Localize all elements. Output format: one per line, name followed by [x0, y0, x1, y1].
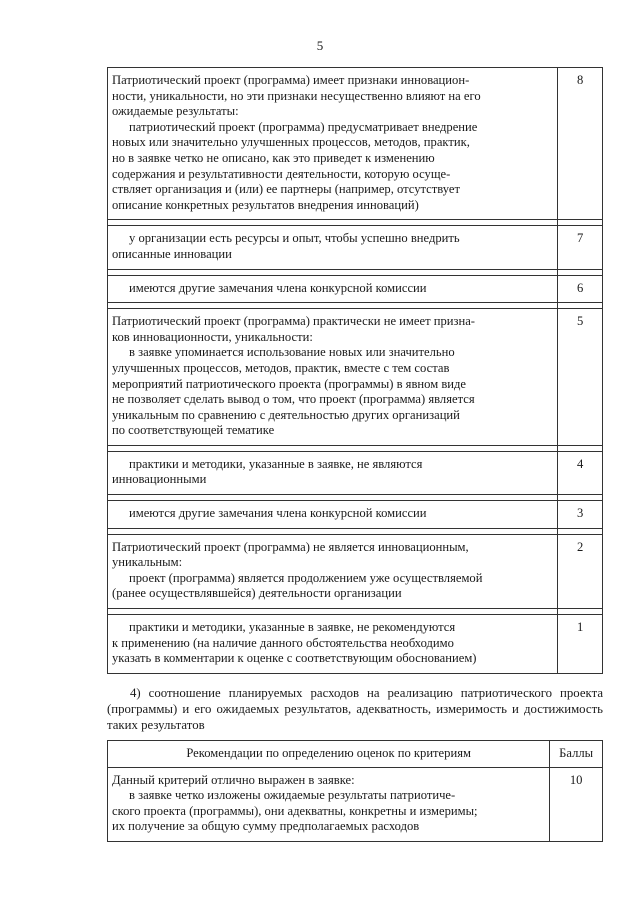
score-value: 8	[558, 68, 603, 220]
criteria-line: описание конкретных результатов внедрения инноваций)	[112, 197, 419, 212]
criteria-line: имеются другие замечания члена конкурсной комиссии	[129, 280, 427, 295]
criteria-line: (ранее осуществлявшейся) деятельности организации	[112, 586, 402, 601]
criteria-line: практики и методики, указанные в заявке, не рекомендуются	[129, 620, 456, 635]
criteria-row	[108, 309, 603, 446]
criteria-line: но в заявке четко не описано, как это приведет к изменению	[112, 150, 435, 165]
score-value: 1	[558, 615, 603, 674]
criteria-table	[107, 67, 603, 674]
criteria-text	[108, 68, 558, 220]
criteria-line: не позволяет сделать вывод о том, что проект (программа) является	[112, 392, 475, 407]
score-value: 7	[558, 226, 603, 269]
criteria-text	[108, 501, 558, 529]
criteria-line: описанные инновации	[112, 246, 232, 261]
criteria-text	[108, 226, 558, 269]
criteria-text	[108, 309, 558, 446]
criteria-line: проект (программа) является продолжением уже осуществляемой	[129, 570, 483, 585]
score-value: 6	[558, 275, 603, 303]
criteria-line: содержания и результативности деятельности, которую осуще-	[112, 166, 451, 181]
header-points: Баллы	[550, 741, 603, 768]
criteria-line: ствляет организация и (или) ее партнеры (например, отсутствует	[112, 182, 461, 197]
criteria-line: патриотический проект (программа) предусматривает внедрение	[129, 119, 478, 134]
score-value: 4	[558, 451, 603, 494]
criteria-line: Патриотический проект (программа) не является инновационным,	[112, 539, 469, 554]
criteria-line: мероприятий патриотического проекта (программы) в явном виде	[112, 376, 467, 391]
criteria-line: Патриотический проект (программа) имеет признаки инновацион-	[112, 73, 470, 87]
criteria-table-2	[107, 740, 603, 842]
criteria-line: ского проекта (программы), они адекватны, конкретны и измеримы;	[112, 803, 478, 818]
criteria-line: в заявке четко изложены ожидаемые результаты патриотиче-	[129, 788, 456, 803]
criteria-row	[108, 68, 603, 220]
score-value: 3	[558, 501, 603, 529]
criteria-line: к применению (на наличие данного обстоятельства необходимо	[112, 635, 454, 650]
score-value: 5	[558, 309, 603, 446]
criteria-row	[108, 451, 603, 494]
criteria-line: Патриотический проект (программа) практически не имеет призна-	[112, 314, 475, 329]
score-value: 2	[558, 534, 603, 608]
criteria-row	[108, 501, 603, 529]
criteria-line: улучшенных процессов, методов, практик, вместе с тем состав	[112, 360, 450, 375]
criteria-row	[108, 615, 603, 674]
criteria-line: уникальным по сравнению с деятельностью других организаций	[112, 407, 460, 422]
criteria-row	[108, 767, 603, 841]
criteria-text	[108, 615, 558, 674]
criteria-text	[108, 275, 558, 303]
criteria-line: уникальным:	[112, 555, 183, 570]
criteria-line: их получение за общую сумму предполагаемых расходов	[112, 819, 420, 834]
criteria-row	[108, 226, 603, 269]
criteria-line: по соответствующей тематике	[112, 423, 275, 438]
criteria-row	[108, 275, 603, 303]
criteria-line: ности, уникальности, но эти признаки несущественно влияют на его	[112, 88, 481, 103]
criteria-line: указать в комментарии к оценке с соответствующим обоснованием)	[112, 651, 477, 666]
criteria-line: практики и методики, указанные в заявке, не являются	[129, 456, 423, 471]
criteria-text	[108, 767, 550, 841]
criteria-text	[108, 534, 558, 608]
criteria-line: Данный критерий отлично выражен в заявке:	[112, 772, 355, 787]
criteria-row	[108, 534, 603, 608]
score-value: 10	[550, 767, 603, 841]
criteria-line: ожидаемые результаты:	[112, 104, 239, 119]
criteria-line: в заявке упоминается использование новых или значительно	[129, 345, 455, 360]
criteria-line: имеются другие замечания члена конкурсной комиссии	[129, 506, 427, 521]
page-number: 5	[316, 38, 324, 53]
criteria-line: инновационными	[112, 472, 207, 487]
criteria-text	[108, 451, 558, 494]
criteria-line: новых или значительно улучшенных процессов, методов, практик,	[112, 135, 470, 150]
criteria-line: у организации есть ресурсы и опыт, чтобы успешно внедрить	[129, 231, 460, 246]
criteria-line: ков инновационности, уникальности:	[112, 329, 313, 344]
criterion-paragraph: 4) соотношение планируемых расходов на реализацию патриотического проекта (программы) и его ожидаемых результатов, адекватность, измеримость и достижимость таких результатов	[107, 686, 603, 732]
header-recommendations: Рекомендации по определению оценок по критериям	[108, 741, 550, 768]
